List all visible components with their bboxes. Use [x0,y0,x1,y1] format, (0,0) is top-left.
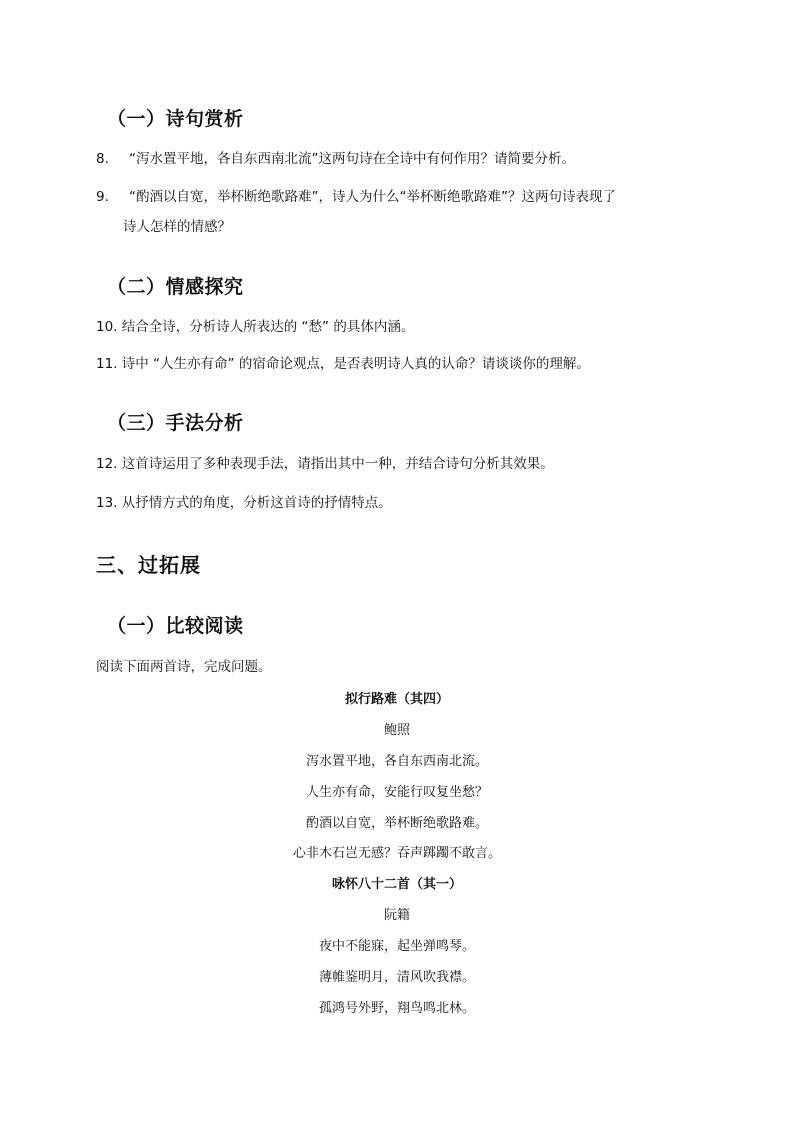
poem2-author: 阮籍 [383,908,410,923]
poem1-title: 拟行路难（其四） [344,692,449,707]
question-8 [96,149,575,169]
poem1-line: 心非木石岂无感？吞声踯躅不敢言。 [292,846,501,861]
question-9 [96,187,616,207]
poem2-line: 孤鸿号外野，翔鸟鸣北林。 [318,1001,475,1016]
poem1-line: 人生亦有命，安能行叹复坐愁？ [305,785,488,800]
question-9-continuation: 诗人怎样的情感？ [123,219,231,235]
question-10: 10. 结合全诗，分析诗人所表达的 “愁” 的具体内涵。 [96,319,415,335]
poem1-author: 鲍照 [383,723,410,738]
poem2-title: 咏怀八十二首（其一） [331,877,462,892]
poem2-line: 夜中不能寐，起坐弹鸣琴。 [318,939,475,954]
reading-instruction: 阅读下面两首诗，完成问题。 [96,659,272,675]
section-heading-comparative-reading: （一）比较阅读 [107,615,244,637]
question-13: 13. 从抒情方式的角度，分析这首诗的抒情特点。 [96,495,392,511]
question-text: “酌酒以自宽，举杯断绝歌路难”，诗人为什么“举杯断绝歌路难”？这两句诗表现了 [129,189,616,205]
section-heading-poem-appreciation: （一）诗句赏析 [107,108,244,130]
poem1-line: 酌酒以自宽，举杯断绝歌路难。 [305,816,488,831]
question-number: 8. [96,151,109,167]
section-heading-technique: （三）手法分析 [107,412,244,434]
part-heading-extension: 三、过拓展 [96,553,201,577]
question-11: 11. 诗中 “人生亦有命” 的宿命论观点，是否表明诗人真的认命？请谈谈你的理解。 [96,356,590,372]
poem2-line: 薄帷鉴明月，清风吹我襟。 [318,970,475,985]
poem1-line: 泻水置平地，各自东西南北流。 [305,754,488,769]
question-number: 9. [96,189,109,205]
section-heading-emotion: （二）情感探究 [107,276,244,298]
question-text: “泻水置平地，各自东西南北流”这两句诗在全诗中有何作用？请简要分析。 [129,151,575,167]
question-12: 12. 这首诗运用了多种表现手法，请指出其中一种，并结合诗句分析其效果。 [96,456,554,472]
